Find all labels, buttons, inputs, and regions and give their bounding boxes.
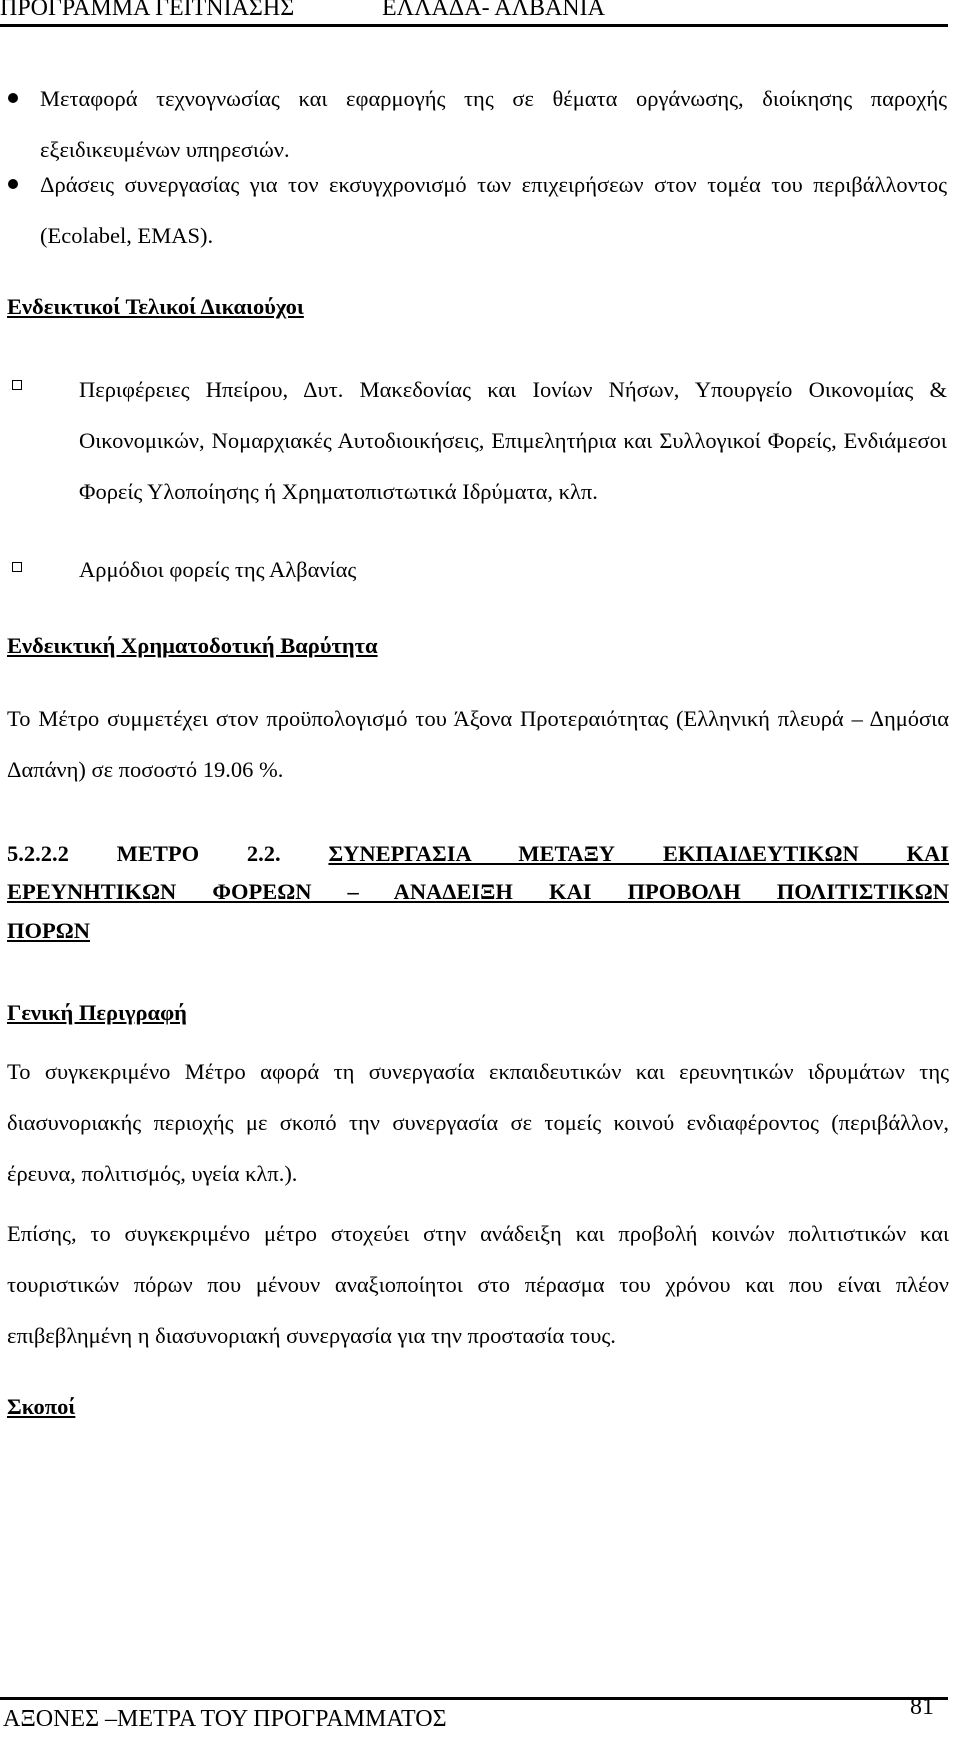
page-header (0, 0, 948, 27)
checkbox-bullet-icon (12, 380, 22, 390)
bullet-dot-icon (8, 179, 18, 189)
measure-title-line-3: ΠΟΡΩΝ (7, 918, 91, 943)
funding-heading: Ενδεικτική Χρηματοδοτική Βαρύτητα (7, 633, 378, 658)
header-region-title: ΕΛΛΑΔΑ- ΑΛΒΑΝΙΑ (382, 0, 605, 21)
beneficiaries-heading: Ενδεικτικοί Τελικοί Δικαιούχοι (7, 294, 304, 319)
beneficiary-item-albania: Αρμόδιοι φορείς της Αλβανίας (79, 557, 357, 582)
goals-heading: Σκοποί (7, 1394, 76, 1419)
bullet-item-knowhow: Μεταφορά τεχνογνωσίας και εφαρμογής της σε θέματα οργάνωσης, διοίκησης παροχής εξειδικευμένων υπηρεσιών. (40, 86, 947, 162)
page-footer (0, 1694, 948, 1744)
funding-text: Το Μέτρο συμμετέχει στον προϋπολογισμό του Άξονα Προτεραιότητας (Ελληνική πλευρά – Δημόσια Δαπάνη) σε ποσοστό 19.06 %. (7, 706, 949, 782)
measure-title-line-1 (7, 841, 949, 867)
measure-number: 5.2.2.2 ΜΕΤΡΟ 2.2. (7, 841, 281, 866)
general-description-heading: Γενική Περιγραφή (7, 1000, 187, 1025)
header-program-title: ΠΡΟΓΡΑΜΜΑ ΓΕΙΤΝΙΑΣΗΣ (0, 0, 295, 21)
beneficiary-item-regions: Περιφέρειες Ηπείρου, Δυτ. Μακεδονίας και Ιονίων Νήσων, Υπουργείο Οικονομίας & Οικονομικών, Νομαρχιακές Αυτοδιοικήσεις, Επιμελητήρια και Συλλογικοί Φορείς, Ενδιάμεσοι Φορείς Υλοποίησης ή Χρηματοπιστωτικά Ιδρύματα, κλπ. (79, 377, 947, 504)
page-number: 81 (910, 1694, 934, 1720)
checkbox-bullet-icon (12, 562, 22, 572)
bullet-dot-icon (8, 93, 18, 103)
general-description-paragraph-2: Επίσης, το συγκεκριμένο μέτρο στοχεύει στην ανάδειξη και προβολή κοινών πολιτιστικών και τουριστικών πόρων που μένουν αναξιοποίητοι στο πέρασμα του χρόνου και που είναι πλέον επιβεβλημένη η διασυνοριακή συνεργασία για την προστασία τους. (7, 1221, 949, 1348)
measure-title-part-1: ΣΥΝΕΡΓΑΣΙΑ ΜΕΤΑΞΥ ΕΚΠΑΙΔΕΥΤΙΚΩΝ ΚΑΙ (328, 841, 950, 866)
footer-title: ΑΞΟΝΕΣ –ΜΕΤΡΑ ΤΟΥ ΠΡΟΓΡΑΜΜΑΤΟΣ (3, 1706, 447, 1732)
measure-title-line-2: ΕΡΕΥΝΗΤΙΚΩΝ ΦΟΡΕΩΝ – ΑΝΑΔΕΙΞΗ ΚΑΙ ΠΡΟΒΟΛΗ ΠΟΛΙΤΙΣΤΙΚΩΝ (7, 879, 949, 904)
general-description-paragraph-1: Το συγκεκριμένο Μέτρο αφορά τη συνεργασία εκπαιδευτικών και ερευνητικών ιδρυμάτων της διασυνοριακής περιοχής με σκοπό την συνεργασία σε τομείς κοινού ενδιαφέροντος (περιβάλλον, έρευνα, πολιτισμός, υγεία κλπ.). (7, 1059, 949, 1186)
bullet-item-cooperation: Δράσεις συνεργασίας για τον εκσυγχρονισμό των επιχειρήσεων στον τομέα του περιβάλλοντος (Ecolabel, EMAS). (40, 172, 947, 248)
